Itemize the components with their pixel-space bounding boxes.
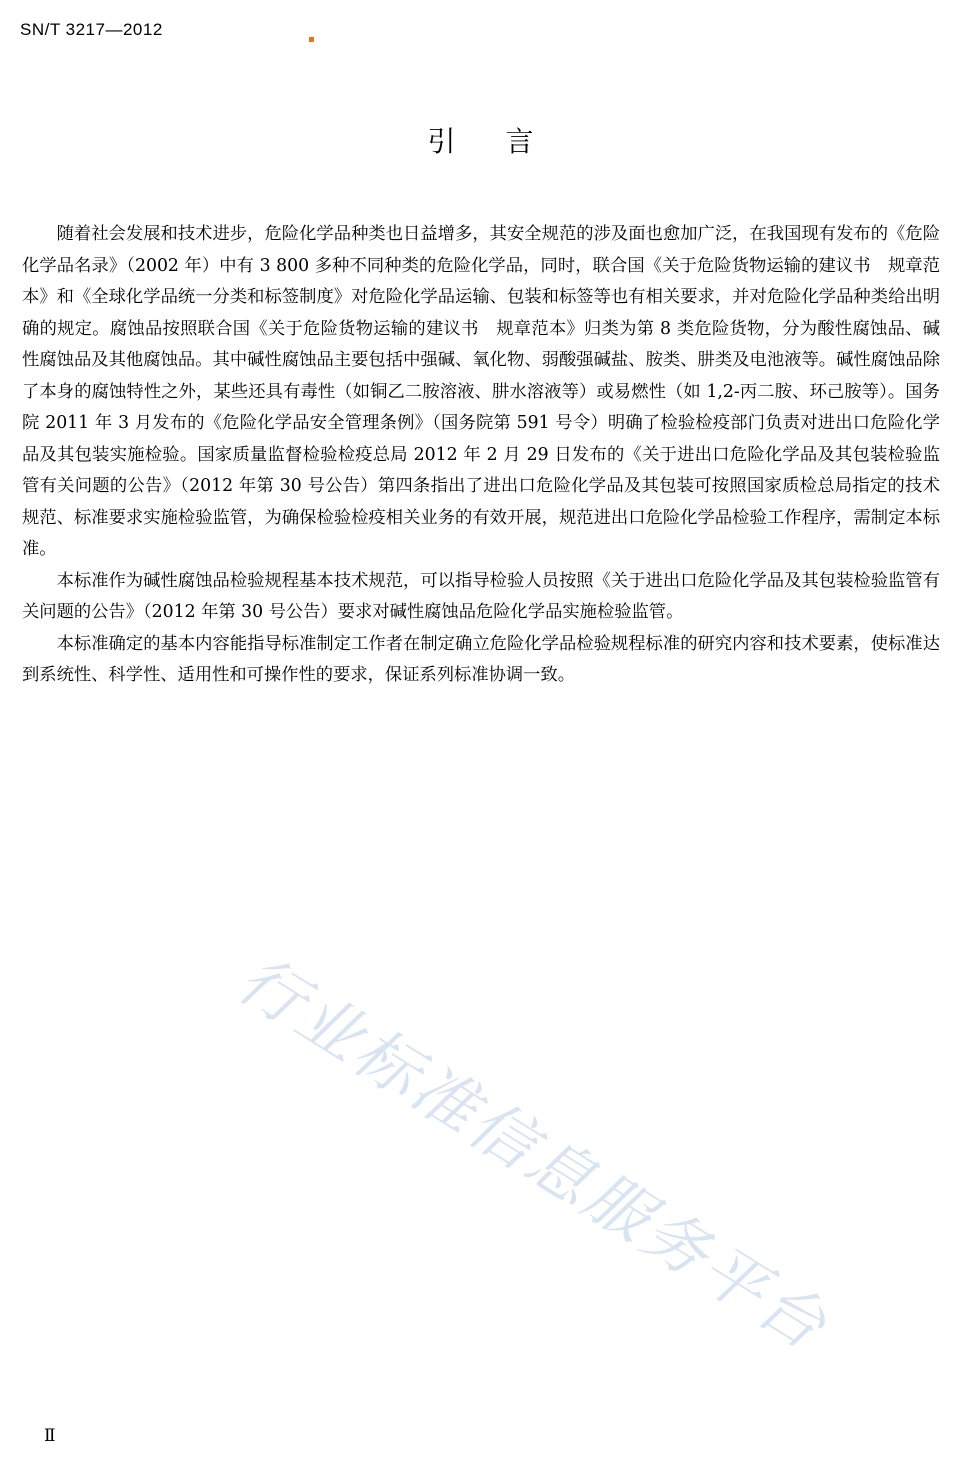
- body-text: [22, 219, 940, 692]
- standard-code: SN/T 3217—2012: [20, 20, 163, 39]
- page-title: 引言: [427, 125, 584, 158]
- watermark: 行业标准信息服务平台: [224, 942, 841, 1366]
- paragraph-3: 本标准确定的基本内容能指导标准制定工作者在制定确立危险化学品检验规程标准的研究内容和技术要素，使标准达到系统性、科学性、适用性和可操作性的要求，保证系列标准协调一致。: [22, 633, 940, 685]
- paragraph-1: 随着社会发展和技术进步，危险化学品种类也日益增多，其安全规范的涉及面也愈加广泛，在我国现有发布的《危险化学品名录》（2002 年）中有 3 800 多种不同种类的危险化学品，同时，联合国《关于危险货物运输的建议书 规章范本》和《全球化学品统一分类和标签制度》对危险化学品运输、包装和标签等也有相关要求，并对危险化学品种类给出明确的规定。腐蚀品按照联合国《关于危险货物运输的建议书 规章范本》归类为第 8 类危险货物，分为酸性腐蚀品、碱性腐蚀品及其他腐蚀品。其中碱性腐蚀品主要包括中强碱、氧化物、弱酸强碱盐、胺类、肼类及电池液等。碱性腐蚀品除了本身的腐蚀特性之外，某些还具有毒性（如铜乙二胺溶液、肼水溶液等）或易燃性（如 1,2-丙二胺、环己胺等）。国务院 2011 年 3 月发布的《危险化学品安全管理条例》（国务院第 591 号令）明确了检验检疫部门负责对进出口危险化学品及其包装实施检验。国家质量监督检验检疫总局 2012 年 2 月 29 日发布的《关于进出口危险化学品及其包装检验监管有关问题的公告》（2012 年第 30 号公告）第四条指出了进出口危险化学品及其包装可按照国家质检总局指定的技术规范、标准要求实施检验监管，为确保检验检疫相关业务的有效开展，规范进出口危险化学品检验工作程序，需制定本标准。: [22, 224, 940, 559]
- header-mark: [309, 37, 314, 42]
- page-number: Ⅱ: [44, 1426, 56, 1445]
- paragraph-2: 本标准作为碱性腐蚀品检验规程基本技术规范，可以指导检验人员按照《关于进出口危险化学品及其包装检验监管有关问题的公告》（2012 年第 30 号公告）要求对碱性腐蚀品危险化学品实施检验监管。: [22, 570, 940, 622]
